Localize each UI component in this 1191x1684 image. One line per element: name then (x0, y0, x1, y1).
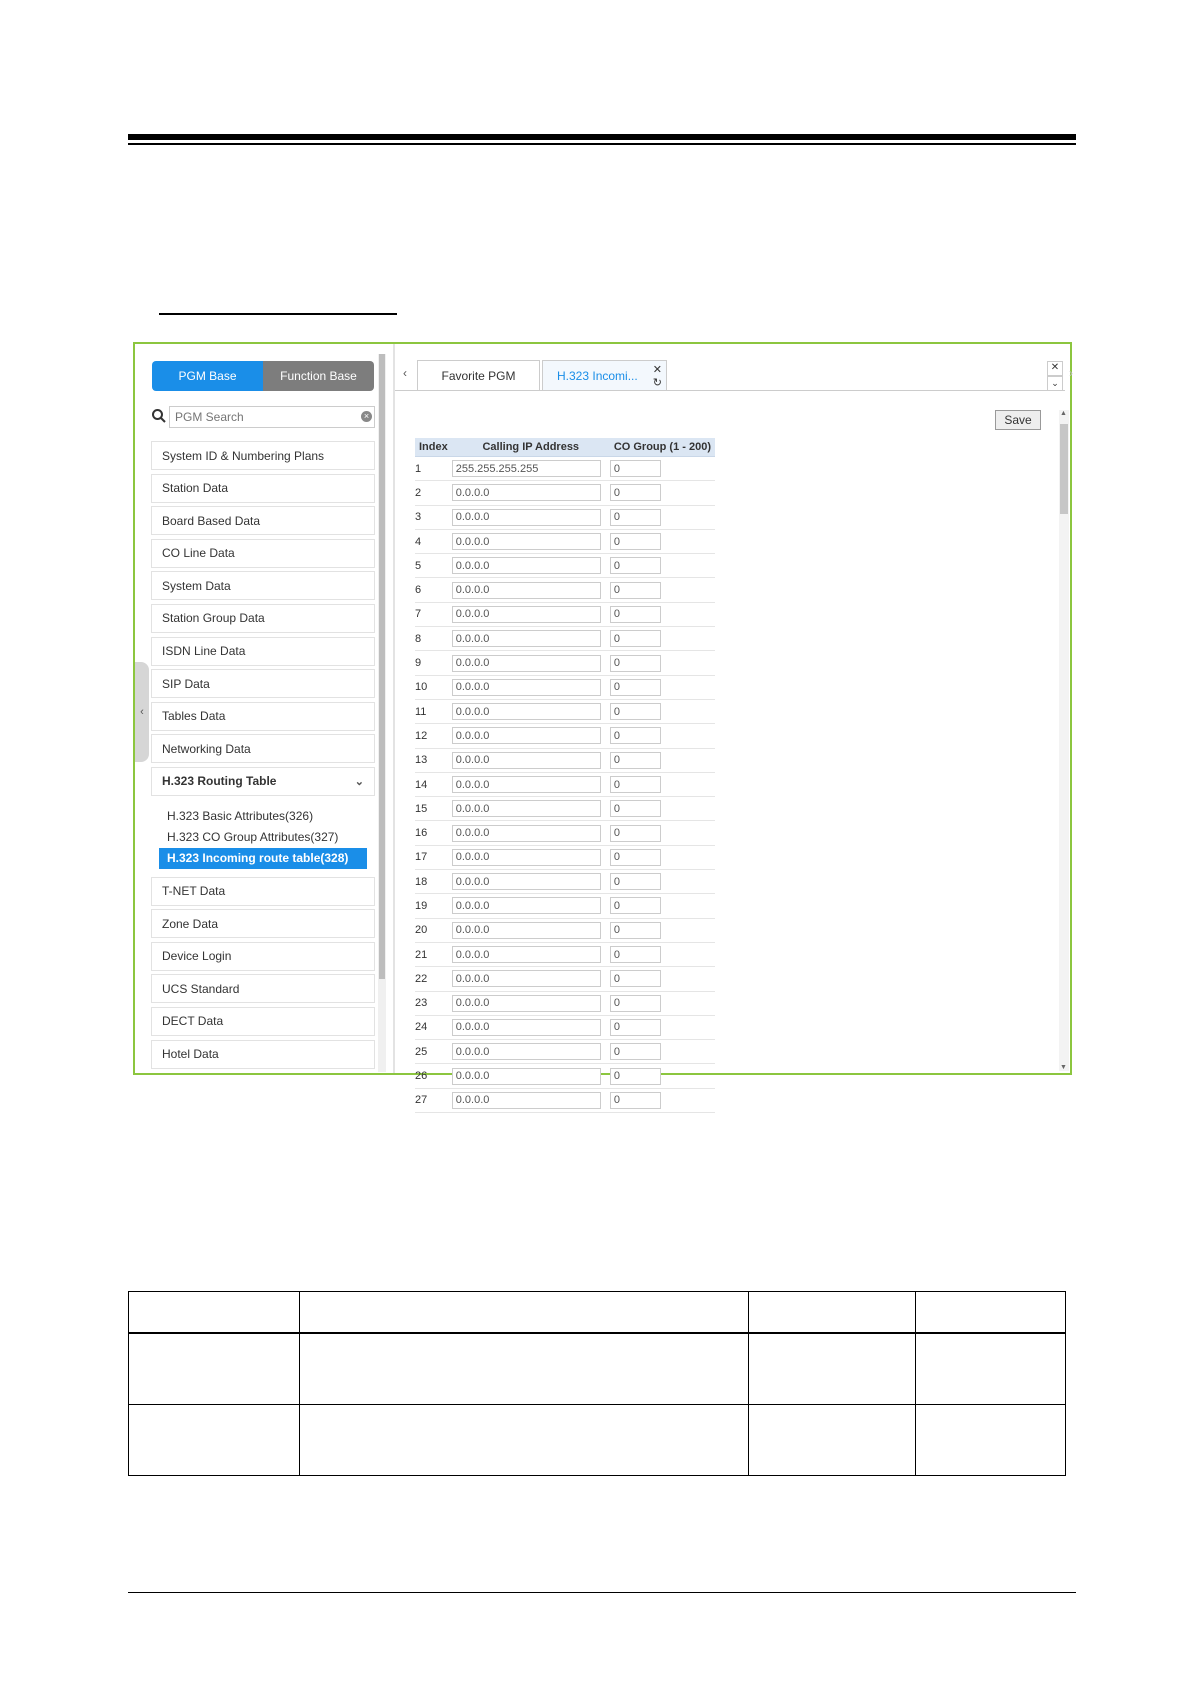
table-cell (610, 675, 715, 699)
menu-item-label: Tables Data (162, 709, 226, 724)
calling-ip-input[interactable] (452, 606, 601, 623)
close-tab-icon[interactable]: ✕ (652, 364, 662, 376)
row-index: 25 (415, 1040, 452, 1064)
column-header-calling-ip: Calling IP Address (452, 438, 610, 457)
co-group-input[interactable] (610, 1019, 661, 1036)
table-cell (452, 942, 610, 966)
table-cell (610, 481, 715, 505)
table-cell (452, 724, 610, 748)
co-group-input[interactable] (610, 630, 661, 647)
table-row (415, 748, 715, 772)
row-index: 22 (415, 967, 452, 991)
co-group-input[interactable] (610, 776, 661, 793)
left-navigation-pane (135, 344, 380, 1073)
row-index: 6 (415, 578, 452, 602)
co-group-input[interactable] (610, 703, 661, 720)
tab-next-icon[interactable]: › (1069, 366, 1073, 380)
table-cell (452, 505, 610, 529)
table-row (415, 699, 715, 723)
co-group-input[interactable] (610, 727, 661, 744)
co-group-input[interactable] (610, 1043, 661, 1060)
table-row (129, 1405, 1066, 1476)
footer-rule (128, 1592, 1076, 1593)
row-index: 27 (415, 1088, 452, 1112)
table-cell (452, 554, 610, 578)
calling-ip-input[interactable] (452, 970, 601, 987)
table-cell (452, 845, 610, 869)
co-group-input[interactable] (610, 1092, 661, 1109)
table-row (415, 1064, 715, 1088)
calling-ip-input[interactable] (452, 484, 601, 501)
calling-ip-input[interactable] (452, 776, 601, 793)
table-row (415, 894, 715, 918)
calling-ip-input[interactable] (452, 897, 601, 914)
table-cell (452, 870, 610, 894)
table-cell (610, 1040, 715, 1064)
table-row (415, 505, 715, 529)
pane-divider (393, 344, 395, 1073)
table-row (415, 821, 715, 845)
table-row (415, 1015, 715, 1039)
table-cell (452, 1040, 610, 1064)
calling-ip-input[interactable] (452, 1092, 601, 1109)
table-cell (452, 797, 610, 821)
table-cell (452, 967, 610, 991)
row-index: 18 (415, 870, 452, 894)
sidebar-item[interactable] (151, 571, 375, 600)
table-cell (452, 772, 610, 796)
row-index: 4 (415, 529, 452, 553)
calling-ip-input[interactable] (452, 825, 601, 842)
calling-ip-input[interactable] (452, 873, 601, 890)
table-cell (610, 1088, 715, 1112)
table-cell (129, 1405, 300, 1476)
menu-item-label: SIP Data (162, 676, 210, 691)
sidebar-item[interactable] (151, 909, 375, 938)
row-index: 17 (415, 845, 452, 869)
calling-ip-input[interactable] (452, 1019, 601, 1036)
menu-item-label: UCS Standard (162, 981, 240, 996)
table-row (415, 457, 715, 481)
table-cell (610, 918, 715, 942)
table-cell (129, 1292, 300, 1334)
right-scrollbar-thumb[interactable] (1060, 424, 1068, 514)
tab-current-program[interactable] (542, 360, 667, 390)
calling-ip-input[interactable] (452, 849, 601, 866)
menu-item-label: T-NET Data (162, 884, 226, 899)
calling-ip-input[interactable] (452, 1043, 601, 1060)
table-cell (610, 602, 715, 626)
table-row (415, 845, 715, 869)
pgm-menu (151, 441, 375, 1072)
co-group-input[interactable] (610, 752, 661, 769)
menu-item-label: Hotel Data (162, 1047, 219, 1061)
row-index: 15 (415, 797, 452, 821)
table-cell (749, 1333, 916, 1405)
row-index: 9 (415, 651, 452, 675)
table-cell (916, 1405, 1066, 1476)
row-index: 12 (415, 724, 452, 748)
table-row (415, 942, 715, 966)
co-group-input[interactable] (610, 557, 661, 574)
menu-item-label: System Data (162, 578, 231, 593)
routing-table-wrap (415, 438, 715, 1107)
table-cell (452, 627, 610, 651)
row-index: 7 (415, 602, 452, 626)
scroll-down-icon[interactable]: ▼ (1060, 1064, 1067, 1071)
table-row (415, 991, 715, 1015)
menu-item-label: Station Data (162, 481, 229, 496)
co-group-input[interactable] (610, 1068, 661, 1085)
row-index: 20 (415, 918, 452, 942)
table-cell (610, 724, 715, 748)
table-cell (452, 1088, 610, 1112)
table-cell (916, 1292, 1066, 1334)
co-group-input[interactable] (610, 679, 661, 696)
submenu-item-selected[interactable]: H.323 Incoming route table(328) (159, 848, 367, 869)
table-cell (452, 457, 610, 481)
calling-ip-input[interactable] (452, 922, 601, 939)
co-group-input[interactable] (610, 825, 661, 842)
sidebar-item[interactable] (151, 539, 375, 568)
left-scrollbar-thumb[interactable] (379, 354, 385, 979)
tab-favorite-pgm[interactable]: Favorite PGM (417, 360, 540, 390)
table-cell (452, 578, 610, 602)
table-row (415, 1040, 715, 1064)
table-cell (610, 845, 715, 869)
sidebar-item[interactable] (151, 506, 375, 535)
co-group-input[interactable] (610, 897, 661, 914)
sidebar-item[interactable] (151, 1007, 375, 1036)
screenshot-frame (133, 342, 1073, 1107)
close-all-icon[interactable]: ✕ (1047, 361, 1063, 376)
table-row (415, 724, 715, 748)
left-scrollbar[interactable] (378, 354, 386, 1072)
row-index: 10 (415, 675, 452, 699)
co-group-input[interactable] (610, 995, 661, 1012)
sidebar-item[interactable] (151, 1040, 375, 1069)
table-cell (610, 505, 715, 529)
co-group-input[interactable] (610, 655, 661, 672)
sidebar-item[interactable] (151, 604, 375, 633)
sidebar-item[interactable] (151, 441, 375, 470)
table-cell (610, 529, 715, 553)
table-cell (916, 1333, 1066, 1405)
menu-item-label: H.323 Routing Table (162, 774, 277, 789)
table-row (415, 578, 715, 602)
row-index: 19 (415, 894, 452, 918)
co-group-input[interactable] (610, 582, 661, 599)
table-row (415, 967, 715, 991)
row-index: 8 (415, 627, 452, 651)
table-cell (300, 1333, 749, 1405)
table-row (415, 675, 715, 699)
row-index: 1 (415, 457, 452, 481)
description-table-header (129, 1292, 1066, 1334)
co-group-input[interactable] (610, 460, 661, 477)
table-cell (452, 529, 610, 553)
chevron-down-icon: ⌄ (354, 775, 364, 788)
header-rule-thick (128, 134, 1076, 140)
table-row (415, 627, 715, 651)
table-cell (749, 1292, 916, 1334)
row-index: 26 (415, 1064, 452, 1088)
calling-ip-input[interactable] (452, 679, 601, 696)
section-underline (159, 313, 397, 315)
chevron-down-icon[interactable]: ⌄ (1047, 376, 1063, 391)
incoming-route-table (415, 438, 715, 1113)
table-cell (610, 578, 715, 602)
co-group-input[interactable] (610, 800, 661, 817)
menu-item-label: CO Line Data (162, 546, 235, 561)
base-tabs (152, 361, 374, 391)
table-cell (610, 821, 715, 845)
co-group-input[interactable] (610, 873, 661, 890)
table-cell (452, 699, 610, 723)
search-row (151, 406, 375, 428)
tab-prev-icon[interactable]: ‹ (403, 366, 407, 380)
co-group-input[interactable] (610, 533, 661, 550)
table-cell (610, 772, 715, 796)
right-scrollbar[interactable] (1059, 410, 1069, 1071)
submenu-item[interactable]: H.323 Basic Attributes(326) (167, 809, 314, 824)
table-cell (610, 748, 715, 772)
row-index: 23 (415, 991, 452, 1015)
table-cell (610, 967, 715, 991)
table-cell (452, 481, 610, 505)
menu-item-label: System ID & Numbering Plans (162, 448, 325, 463)
table-cell (452, 821, 610, 845)
row-index: 14 (415, 772, 452, 796)
table-header-row (415, 438, 715, 457)
menu-item-label: Networking Data (162, 741, 251, 756)
column-header-co-group: CO Group (1 - 200) (610, 438, 715, 457)
table-row (415, 870, 715, 894)
sidebar-item[interactable] (151, 942, 375, 971)
table-cell (610, 627, 715, 651)
menu-item-label: Device Login (162, 949, 232, 964)
table-cell (129, 1333, 300, 1405)
row-index: 24 (415, 1015, 452, 1039)
tab-current-label: H.323 Incomi... (557, 368, 638, 383)
description-table (128, 1291, 1066, 1476)
calling-ip-input[interactable] (452, 703, 601, 720)
co-group-input[interactable] (610, 849, 661, 866)
search-icon[interactable] (151, 408, 167, 424)
table-cell (452, 918, 610, 942)
column-header-index: Index (415, 438, 452, 457)
sidebar-item[interactable] (151, 474, 375, 503)
menu-item-label: Board Based Data (162, 513, 261, 528)
table-cell (610, 797, 715, 821)
collapse-pane-handle[interactable] (135, 662, 149, 762)
menu-item-label: Zone Data (162, 916, 219, 931)
table-row (415, 797, 715, 821)
table-cell (610, 1015, 715, 1039)
sidebar-item[interactable] (151, 637, 375, 666)
table-row (415, 602, 715, 626)
co-group-input[interactable] (610, 484, 661, 501)
table-cell (452, 991, 610, 1015)
submenu (151, 800, 375, 877)
table-row (415, 554, 715, 578)
sidebar-item[interactable] (151, 974, 375, 1003)
sidebar-item[interactable] (151, 877, 375, 906)
table-cell (452, 1064, 610, 1088)
table-row (415, 481, 715, 505)
calling-ip-input[interactable] (452, 946, 601, 963)
tab-function-base[interactable]: Function Base (263, 361, 374, 391)
submenu-item[interactable]: H.323 CO Group Attributes(327) (167, 830, 339, 845)
table-row (129, 1333, 1066, 1405)
table-cell (452, 651, 610, 675)
co-group-input[interactable] (610, 970, 661, 987)
table-row (415, 1088, 715, 1112)
save-button[interactable]: Save (995, 410, 1041, 430)
table-cell (452, 675, 610, 699)
header-rule-thin (128, 143, 1076, 145)
table-cell (610, 870, 715, 894)
table-cell (610, 1064, 715, 1088)
row-index: 21 (415, 942, 452, 966)
row-index: 5 (415, 554, 452, 578)
calling-ip-input[interactable] (452, 1068, 601, 1085)
table-cell (300, 1405, 749, 1476)
table-cell (610, 942, 715, 966)
refresh-icon[interactable]: ↻ (652, 377, 662, 389)
menu-item-label: Station Group Data (162, 611, 265, 626)
co-group-input[interactable] (610, 946, 661, 963)
calling-ip-input[interactable] (452, 630, 601, 647)
calling-ip-input[interactable] (452, 800, 601, 817)
calling-ip-input[interactable] (452, 752, 601, 769)
row-index: 13 (415, 748, 452, 772)
table-cell (749, 1405, 916, 1476)
scroll-up-icon[interactable]: ▲ (1060, 410, 1067, 417)
row-index: 16 (415, 821, 452, 845)
table-row (415, 772, 715, 796)
sidebar-item[interactable] (151, 702, 375, 731)
table-cell (610, 699, 715, 723)
table-cell (452, 748, 610, 772)
calling-ip-input[interactable] (452, 509, 601, 526)
calling-ip-input[interactable] (452, 533, 601, 550)
table-row (415, 529, 715, 553)
table-cell (300, 1292, 749, 1334)
row-index: 11 (415, 699, 452, 723)
table-cell (610, 457, 715, 481)
calling-ip-input[interactable] (452, 582, 601, 599)
table-cell (610, 651, 715, 675)
calling-ip-input[interactable] (452, 557, 601, 574)
calling-ip-input[interactable] (452, 727, 601, 744)
calling-ip-input[interactable] (452, 995, 601, 1012)
co-group-input[interactable] (610, 509, 661, 526)
menu-item-label: ISDN Line Data (162, 644, 246, 659)
row-index: 2 (415, 481, 452, 505)
sidebar-item-h323-routing-table[interactable] (151, 767, 375, 796)
table-row (415, 651, 715, 675)
tab-pgm-base[interactable]: PGM Base (152, 361, 263, 391)
tab-bar (395, 360, 1065, 391)
row-index: 3 (415, 505, 452, 529)
calling-ip-input[interactable] (452, 655, 601, 672)
co-group-input[interactable] (610, 606, 661, 623)
table-row (415, 918, 715, 942)
pgm-search-input[interactable] (169, 406, 375, 428)
sidebar-item[interactable] (151, 669, 375, 698)
table-cell (610, 554, 715, 578)
table-cell (452, 602, 610, 626)
table-cell (610, 894, 715, 918)
table-cell (452, 894, 610, 918)
menu-item-label: DECT Data (162, 1014, 224, 1029)
table-cell (610, 991, 715, 1015)
sidebar-item[interactable] (151, 734, 375, 763)
chevron-left-icon: ‹ (140, 706, 144, 718)
clear-search-icon[interactable]: × (361, 411, 372, 422)
co-group-input[interactable] (610, 922, 661, 939)
table-cell (452, 1015, 610, 1039)
calling-ip-input[interactable] (452, 460, 601, 477)
